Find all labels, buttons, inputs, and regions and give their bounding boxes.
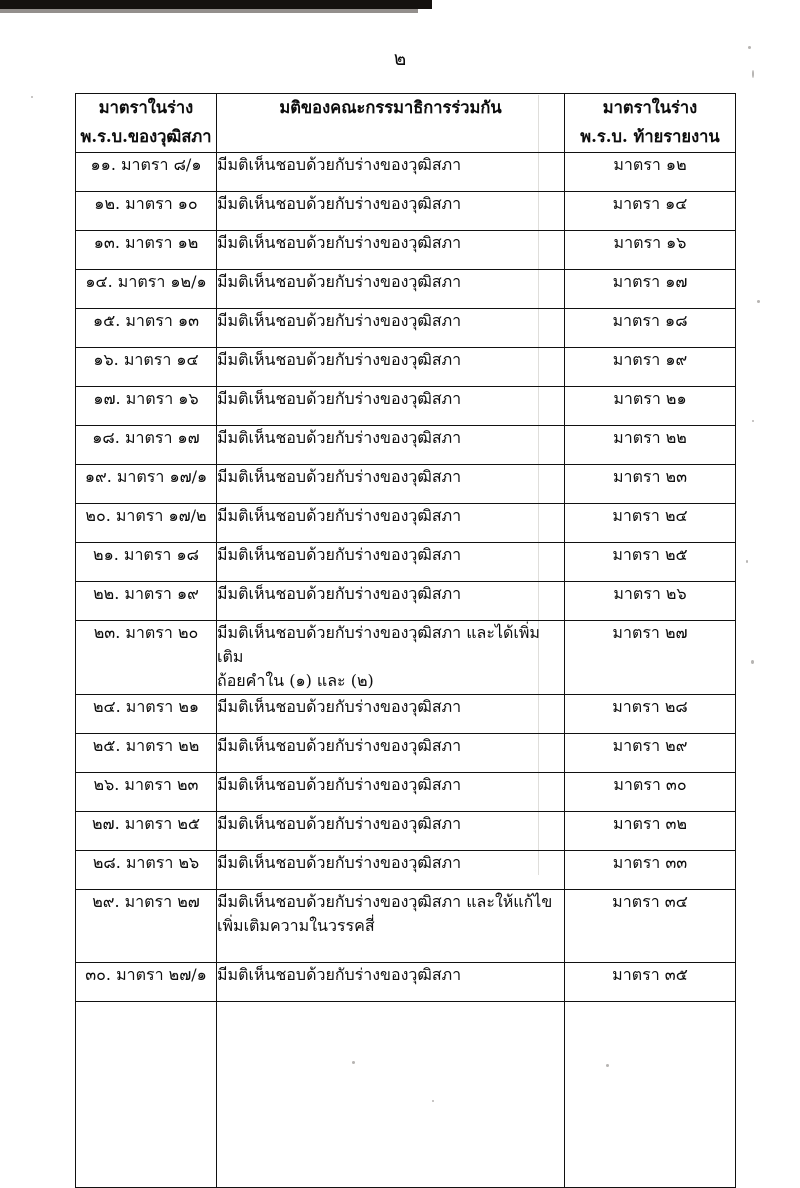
table-row (76, 694, 736, 733)
resolution-line-1: มีมติเห็นชอบด้วยกับร่างของวุฒิสภา (217, 427, 462, 447)
table-row (76, 811, 736, 850)
cell-resolution (217, 620, 565, 694)
cell-empty (217, 1001, 565, 1187)
cell-report-section: มาตรา ๒๑ (565, 386, 736, 425)
cell-report-section: มาตรา ๒๗ (565, 620, 736, 694)
cell-report-section: มาตรา ๒๙ (565, 733, 736, 772)
cell-senate-section: ๑๙. มาตรา ๑๗/๑ (76, 464, 217, 503)
cell-resolution (217, 386, 565, 425)
cell-report-section: มาตรา ๓๓ (565, 850, 736, 889)
column-header-report-appendix-section (565, 94, 736, 153)
cell-resolution (217, 347, 565, 386)
resolution-line-1: มีมติเห็นชอบด้วยกับร่างของวุฒิสภา (217, 505, 462, 525)
scan-speck (746, 560, 748, 563)
cell-senate-section: ๒๒. มาตรา ๑๙ (76, 581, 217, 620)
table-row (76, 620, 736, 694)
cell-senate-section: ๑๕. มาตรา ๑๓ (76, 308, 217, 347)
resolution-line-1: มีมติเห็นชอบด้วยกับร่างของวุฒิสภา (217, 774, 462, 794)
cell-resolution (217, 811, 565, 850)
cell-resolution (217, 542, 565, 581)
resolution-line-1: มีมติเห็นชอบด้วยกับร่างของวุฒิสภา (217, 583, 462, 603)
table-row (76, 152, 736, 191)
resolution-line-1: มีมติเห็นชอบด้วยกับร่างของวุฒิสภา (217, 349, 462, 369)
cell-report-section: มาตรา ๒๔ (565, 503, 736, 542)
table-row (76, 850, 736, 889)
cell-senate-section: ๒๐. มาตรา ๑๗/๒ (76, 503, 217, 542)
cell-senate-section: ๑๔. มาตรา ๑๒/๑ (76, 269, 217, 308)
cell-senate-section: ๑๗. มาตรา ๑๖ (76, 386, 217, 425)
table-header-row (76, 94, 736, 153)
resolution-line-1: มีมติเห็นชอบด้วยกับร่างของวุฒิสภา (217, 544, 462, 564)
scan-speck (757, 300, 760, 303)
resolution-line-2: เพิ่มเติมความในวรรคสี่ (217, 916, 375, 935)
legislation-comparison-table (75, 93, 736, 1188)
table-row-empty (76, 1001, 736, 1187)
scan-artifact-top-edge (0, 0, 432, 9)
cell-resolution (217, 152, 565, 191)
cell-resolution (217, 694, 565, 733)
cell-report-section: มาตรา ๑๖ (565, 230, 736, 269)
cell-report-section: มาตรา ๓๔ (565, 889, 736, 962)
cell-report-section: มาตรา ๑๗ (565, 269, 736, 308)
column-header-line-2: พ.ร.บ. ท้ายรายงาน (580, 126, 720, 146)
cell-senate-section: ๑๘. มาตรา ๑๗ (76, 425, 217, 464)
resolution-line-1: มีมติเห็นชอบด้วยกับร่างของวุฒิสภา (217, 964, 462, 984)
cell-resolution (217, 772, 565, 811)
table-row (76, 962, 736, 1001)
table-row (76, 772, 736, 811)
table-row (76, 347, 736, 386)
cell-report-section: มาตรา ๒๓ (565, 464, 736, 503)
column-header-line-2: พ.ร.บ.ของวุฒิสภา (80, 126, 212, 146)
resolution-line-1: มีมติเห็นชอบด้วยกับร่างของวุฒิสภา (217, 813, 462, 833)
cell-resolution (217, 425, 565, 464)
cell-senate-section: ๒๕. มาตรา ๒๒ (76, 733, 217, 772)
cell-senate-section: ๑๒. มาตรา ๑๐ (76, 191, 217, 230)
resolution-line-1: มีมติเห็นชอบด้วยกับร่างของวุฒิสภา (217, 271, 462, 291)
cell-empty (565, 1001, 736, 1187)
cell-report-section: มาตรา ๑๙ (565, 347, 736, 386)
table-row (76, 889, 736, 962)
cell-resolution (217, 230, 565, 269)
cell-senate-section: ๑๖. มาตรา ๑๔ (76, 347, 217, 386)
column-header-line-1: มาตราในร่าง (602, 98, 698, 117)
cell-senate-section: ๒๓. มาตรา ๒๐ (76, 620, 217, 694)
resolution-line-1: มีมติเห็นชอบด้วยกับร่างของวุฒิสภา และได้เพิ่มเติม (217, 622, 540, 667)
table-row (76, 230, 736, 269)
cell-resolution (217, 503, 565, 542)
cell-report-section: มาตรา ๑๒ (565, 152, 736, 191)
column-header-joint-committee-resolution (217, 94, 565, 153)
resolution-line-1: มีมติเห็นชอบด้วยกับร่างของวุฒิสภา (217, 696, 462, 716)
cell-senate-section: ๒๘. มาตรา ๒๖ (76, 850, 217, 889)
resolution-line-1: มีมติเห็นชอบด้วยกับร่างของวุฒิสภา (217, 193, 462, 213)
cell-report-section: มาตรา ๑๘ (565, 308, 736, 347)
cell-senate-section: ๓๐. มาตรา ๒๗/๑ (76, 962, 217, 1001)
cell-report-section: มาตรา ๒๘ (565, 694, 736, 733)
cell-resolution (217, 581, 565, 620)
cell-resolution (217, 889, 565, 962)
scan-artifact-top-edge-soft (0, 9, 418, 13)
table-row (76, 191, 736, 230)
resolution-line-1: มีมติเห็นชอบด้วยกับร่างของวุฒิสภา (217, 232, 462, 252)
cell-senate-section: ๑๓. มาตรา ๑๒ (76, 230, 217, 269)
resolution-line-1: มีมติเห็นชอบด้วยกับร่างของวุฒิสภา (217, 388, 462, 408)
scan-speck (752, 420, 754, 422)
table-row (76, 733, 736, 772)
resolution-line-1: มีมติเห็นชอบด้วยกับร่างของวุฒิสภา และให้แก้ไข (217, 891, 553, 911)
cell-report-section: มาตรา ๒๖ (565, 581, 736, 620)
cell-resolution (217, 733, 565, 772)
cell-empty (76, 1001, 217, 1187)
cell-report-section: มาตรา ๓๐ (565, 772, 736, 811)
table-row (76, 308, 736, 347)
table-row (76, 269, 736, 308)
cell-resolution (217, 191, 565, 230)
table-row (76, 542, 736, 581)
cell-senate-section: ๒๑. มาตรา ๑๘ (76, 542, 217, 581)
cell-resolution (217, 269, 565, 308)
resolution-line-1: มีมติเห็นชอบด้วยกับร่างของวุฒิสภา (217, 466, 462, 486)
column-header-senate-draft-section (76, 94, 217, 153)
table-row (76, 464, 736, 503)
cell-report-section: มาตรา ๒๒ (565, 425, 736, 464)
resolution-line-1: มีมติเห็นชอบด้วยกับร่างของวุฒิสภา (217, 154, 462, 174)
cell-report-section: มาตรา ๓๒ (565, 811, 736, 850)
cell-resolution (217, 464, 565, 503)
table-row (76, 386, 736, 425)
table-row (76, 503, 736, 542)
cell-report-section: มาตรา ๒๕ (565, 542, 736, 581)
resolution-line-1: มีมติเห็นชอบด้วยกับร่างของวุฒิสภา (217, 852, 462, 872)
table-body (76, 152, 736, 1187)
cell-report-section: มาตรา ๓๕ (565, 962, 736, 1001)
cell-senate-section: ๒๙. มาตรา ๒๗ (76, 889, 217, 962)
cell-resolution (217, 850, 565, 889)
table-row (76, 425, 736, 464)
cell-senate-section: ๒๔. มาตรา ๒๑ (76, 694, 217, 733)
resolution-line-1: มีมติเห็นชอบด้วยกับร่างของวุฒิสภา (217, 310, 462, 330)
cell-senate-section: ๒๖. มาตรา ๒๓ (76, 772, 217, 811)
cell-senate-section: ๒๗. มาตรา ๒๕ (76, 811, 217, 850)
cell-senate-section: ๑๑. มาตรา ๘/๑ (76, 152, 217, 191)
resolution-line-2: ถ้อยคำใน (๑) และ (๒) (217, 671, 374, 691)
page-number: ๒ (393, 48, 407, 70)
cell-resolution (217, 308, 565, 347)
table-header (76, 94, 736, 153)
column-header-line-1: มติของคณะกรรมาธิการร่วมกัน (279, 98, 502, 117)
cell-report-section: มาตรา ๑๔ (565, 191, 736, 230)
scan-speck (31, 96, 33, 98)
table-row (76, 581, 736, 620)
cell-resolution (217, 962, 565, 1001)
scan-speck (751, 660, 754, 664)
column-header-line-1: มาตราในร่าง (98, 98, 194, 117)
resolution-line-1: มีมติเห็นชอบด้วยกับร่างของวุฒิสภา (217, 735, 462, 755)
